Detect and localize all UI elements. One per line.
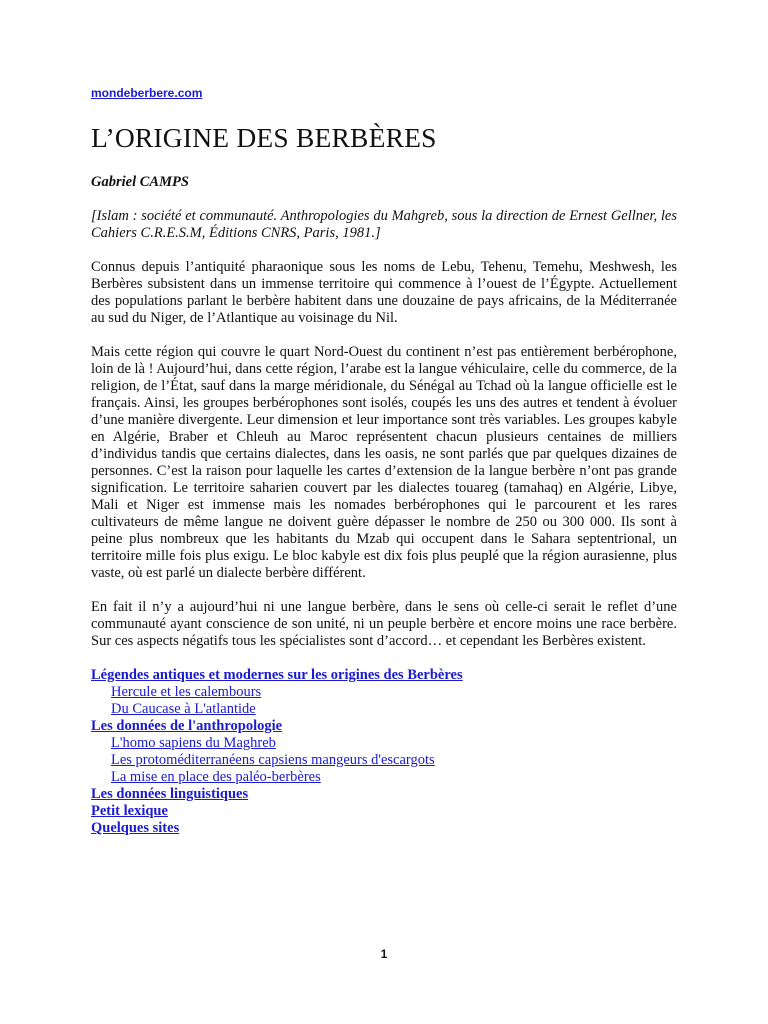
toc-link-hercule[interactable]: Hercule et les calembours <box>111 684 262 700</box>
toc-link-sites[interactable]: Quelques sites <box>91 820 180 836</box>
table-of-contents <box>91 667 677 837</box>
source-citation: [Islam : société et communauté. Anthropologies du Mahgreb, sous la direction de Ernest Gellner, les Cahiers C.R.E.S.M, Éditions CNRS, Paris, 1981.] <box>91 208 677 241</box>
document-page <box>91 84 677 837</box>
toc-link-homo-sapiens[interactable]: L'homo sapiens du Maghreb <box>111 735 276 751</box>
toc-link-caucase[interactable]: Du Caucase à L'atlantide <box>111 701 256 717</box>
toc-link-lexique[interactable]: Petit lexique <box>91 803 168 819</box>
page-number: 1 <box>380 947 388 961</box>
toc-link-anthropologie[interactable]: Les données de l'anthropologie <box>91 718 283 734</box>
toc-link-linguistiques[interactable]: Les données linguistiques <box>91 786 249 802</box>
site-link[interactable]: mondeberbere.com <box>91 86 203 100</box>
paragraph-2: Mais cette région qui couvre le quart Nord-Ouest du continent n’est pas entièrement berbérophone, loin de là ! Aujourd’hui, dans cette région, l’arabe est la langue véhiculaire, celle du commerce, de la religion, de l’État, sauf dans la marge méridionale, du Sénégal au Tchad où la langue officielle est le français. Ainsi, les groupes berbérophones sont isolés, coupés les uns des autres et tendent à évoluer d’une manière divergente. Leur dimension et leur importance sont très variables. Les groupes kabyle en Algérie, Braber et Chleuh au Maroc représentent chacun plusieurs centaines de milliers d’individus tandis que certains dialectes, dans les oasis, ne sont parlés que par quelques dizaines de personnes. C’est la raison pour laquelle les cartes d’extension de la langue berbère n’ont pas grande signification. Le territoire saharien couvert par les dialectes touareg (tamahaq) en Algérie, Libye, Mali et Niger est immense mais les nomades berbérophones qui le parcourent et les rares cultivateurs de même langue ne doivent guère dépasser le nombre de 250 ou 300 000. Ils sont à peine plus nombreux que les habitants du Mzab qui occupent dans le Sahara septentrional, un territoire mille fois plus exigu. Le bloc kabyle est dix fois plus peuplé que la région aurasienne, plus vaste, où est parlé un dialecte berbère différent. <box>91 344 677 581</box>
toc-link-legendes[interactable]: Légendes antiques et modernes sur les origines des Berbères <box>91 667 463 683</box>
paragraph-1: Connus depuis l’antiquité pharaonique sous les noms de Lebu, Tehenu, Temehu, Meshwesh, les Berbères subsistent dans un immense territoire qui commence à l’ouest de l’Égypte. Actuellement des populations parlant le berbère habitent dans une douzaine de pays africains, de la Méditerranée au sud du Niger, de l’Atlantique au voisinage du Nil. <box>91 259 677 326</box>
toc-link-paleo-berberes[interactable]: La mise en place des paléo-berbères <box>111 769 321 785</box>
author-name: Gabriel CAMPS <box>91 174 189 190</box>
document-title: L’ORIGINE DES BERBÈRES <box>91 122 437 153</box>
paragraph-3: En fait il n’y a aujourd’hui ni une langue berbère, dans le sens où celle-ci serait le reflet d’une communauté ayant conscience de son unité, ni un peuple berbère et encore moins une race berbère. Sur ces aspects négatifs tous les spécialistes sont d’accord… et cependant les Berbères existent. <box>91 599 677 649</box>
toc-link-capsiens[interactable]: Les protoméditerranéens capsiens mangeurs d'escargots <box>111 752 435 768</box>
